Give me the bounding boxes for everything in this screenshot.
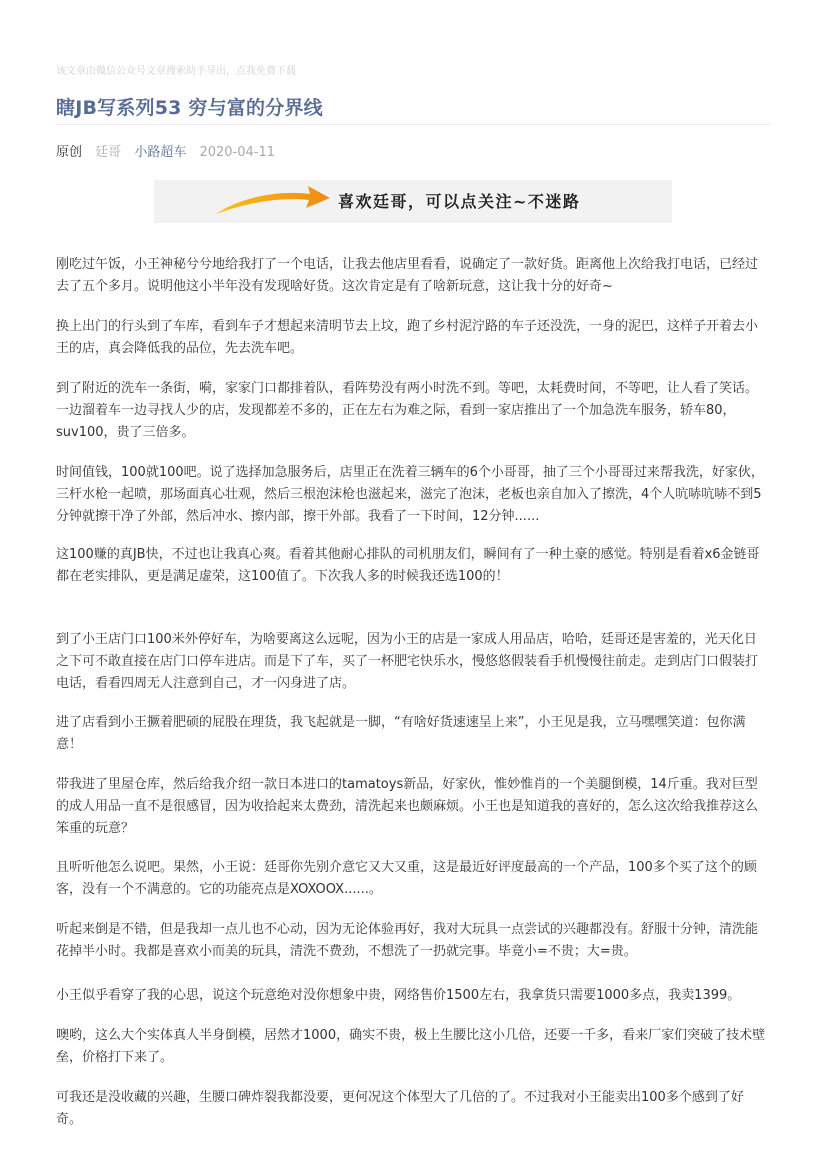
article-title: 瞎JB写系列53 穷与富的分界线 [56, 97, 323, 119]
export-notice[interactable]: 该文章由微信公众号文章搜索助手导出，点我免费下载 [56, 66, 296, 77]
paragraph: 听起来倒是不错，但是我却一点儿也不心动，因为无论体验再好，我对大玩具一点尝试的兴趣都没有。舒服十分钟，清洗能花掉半小时。我都是喜欢小而美的玩具，清洗不费劲，不想洗了一扔就完事。毕竟小=不贵；大=贵。 [56, 922, 759, 959]
paragraph: 换上出门的行头到了车库，看到车子才想起来清明节去上坟，跑了乡村泥泞路的车子还没洗，一身的泥巴，这样子开着去小王的店，真会降低我的品位，先去洗车吧。 [56, 319, 759, 356]
banner-text: 喜欢廷哥，可以点关注~不迷路 [338, 192, 581, 211]
paragraph: 小王似乎看穿了我的心思，说这个玩意绝对没你想象中贵，网络售价1500左右，我拿货只需要1000多点，我卖1399。 [56, 988, 741, 1003]
title-divider [56, 124, 770, 125]
paragraph: 时间值钱，100就100吧。说了选择加急服务后，店里正在洗着三辆车的6个小哥哥，抽了三个小哥哥过来帮我洗，好家伙，三杆水枪一起喷，那场面真心壮观，然后三根泡沫枪也滋起来，滋完了泡沫，老板也亲自加入了擦洗，4个人吭哧吭哧不到5分钟就擦干净了外部，然后冲水、擦内部，擦干外部。我看了一下时间，12分钟...... [56, 465, 764, 524]
original-badge: 原创 [56, 145, 83, 160]
paragraph: 刚吃过午饭，小王神秘兮兮地给我打了一个电话，让我去他店里看看，说确定了一款好货。距离他上次给我打电话，已经过去了五个多月。说明他这小半年没有发现啥好货。这次肯定是有了啥新玩意，这让我十分的好奇~ [56, 257, 759, 294]
paragraph: 且听听他怎么说吧。果然，小王说：廷哥你先别介意它又大又重，这是最近好评度最高的一个产品，100多个买了这个的顾客，没有一个不满意的。它的功能亮点是XOXOOX......。 [56, 860, 757, 897]
author-name: 廷哥 [95, 145, 122, 160]
paragraph: 到了附近的洗车一条街，嗬，家家门口都排着队，看阵势没有两小时洗不到。等吧，太耗费时间，不等吧，让人看了笑话。一边溜着车一边寻找人少的店，发现都差不多的，正在左右为难之际，看到一家店推出了一个加急洗车服务，轿车80，suv100，贵了三倍多。 [56, 381, 759, 440]
paragraph: 带我进了里屋仓库，然后给我介绍一款日本进口的tamatoys新品，好家伙，惟妙惟肖的一个美腿倒模，14斤重。我对巨型的成人用品一直不是很感冒，因为收拾起来太费劲，清洗起来也颇麻烦。小王也是知道我的喜好的，怎么这次给我推荐这么笨重的玩意？ [56, 777, 759, 836]
account-link[interactable]: 小路超车 [134, 145, 187, 160]
follow-banner [154, 180, 672, 223]
paragraph: 到了小王店门口100米外停好车，为啥要离这么远呢，因为小王的店是一家成人用品店，哈哈，廷哥还是害羞的，光天化日之下可不敢直接在店门口停车进店。而是下了车，买了一杯肥宅快乐水，慢悠悠假装看手机慢慢往前走。走到店门口假装打电话，看看四周无人注意到自己，才一闪身进了店。 [56, 632, 759, 691]
paragraph: 噢哟，这么大个实体真人半身倒模，居然才1000，确实不贵，极上生腰比这小几倍，还要一千多，看来厂家们突破了技术壁垒，价格打下来了。 [56, 1028, 766, 1065]
paragraph: 这100赚的真JB快，不过也让我真心爽。看着其他耐心排队的司机朋友们，瞬间有了一种土豪的感觉。特别是看着x6金链哥都在老实排队，更是满足虚荣，这100值了。下次我人多的时候我还选100的！ [56, 547, 760, 584]
swoosh-arrow-icon [212, 182, 332, 220]
article-meta [56, 141, 284, 160]
paragraph: 可我还是没收藏的兴趣，生腰口碑炸裂我都没要，更何况这个体型大了几倍的了。不过我对小王能卖出100多个感到了好奇。 [56, 1090, 744, 1127]
publish-date: 2020-04-11 [199, 145, 276, 160]
paragraph: 进了店看到小王撅着肥硕的屁股在理货，我飞起就是一脚，“有啥好货速速呈上来”，小王见是我，立马嘿嘿笑道：包你满意！ [56, 715, 746, 752]
